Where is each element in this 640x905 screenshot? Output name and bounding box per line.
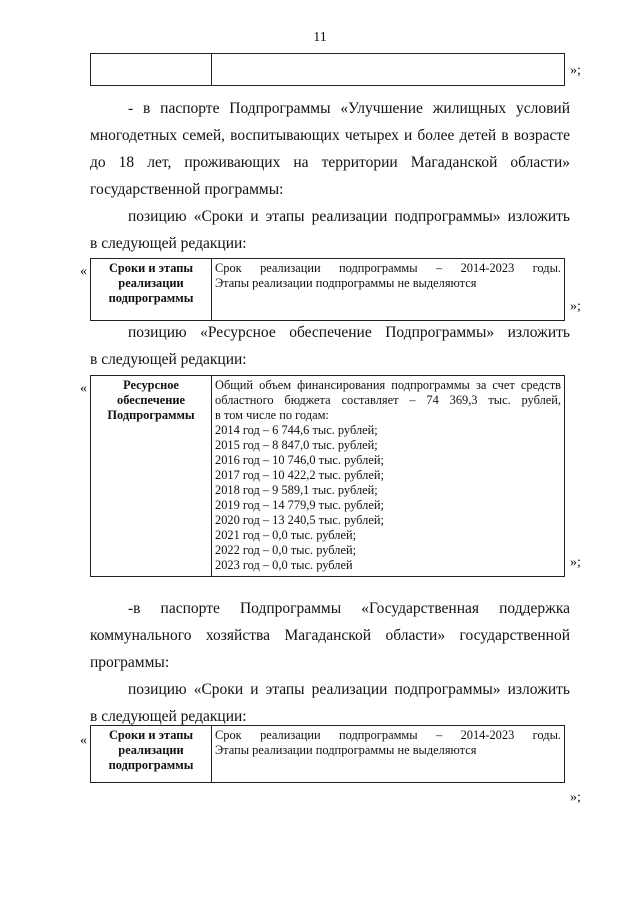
- table-terms-stages-2: [90, 725, 565, 783]
- section1-position-intro-1: позицию «Сроки и этапы реализации подпрограммы» изложить: [128, 208, 570, 225]
- section1-line-1: - в паспорте Подпрограммы «Улучшение жилищных условий: [128, 100, 570, 117]
- year-row: 2020 год – 13 240,5 тыс. рублей;: [215, 513, 384, 527]
- table2-open-quote: «: [80, 381, 87, 396]
- table2-value: Общий объем финансирования подпрограммы за счет средств областного бюджета составляет – 74 369,3 тыс. рублей, в том числе по годам: 2014 год – 6 744,6 тыс. рублей; 2015 год – 8 847,0 тыс. рублей; 2016 год – 10 746,0 тыс. рублей; 2017 год – 10 422,2 тыс. рублей; 2018 год – 9 589,1 тыс. рублей; 2019 год – 14 779,9 тыс. рублей; 2020 год – 13 240,5 тыс. рублей; 2021 год – 0,0 тыс. рублей; 2022 год – 0,0 тыс. рублей; 2023 год – 0,0 тыс. рублей: [212, 376, 565, 577]
- section1-line-4: государственной программы:: [90, 181, 284, 198]
- section1-line-3: до 18 лет, проживающих на территории Магаданской области»: [90, 154, 570, 171]
- continued-table: [90, 53, 565, 86]
- section1-line-2: многодетных семей, воспитывающих четырех и более детей в возрасте: [90, 127, 570, 144]
- table3-close: »;: [570, 790, 581, 805]
- section2-line-2: коммунального хозяйства Магаданской области» государственной: [90, 627, 570, 644]
- page-number: 11: [313, 30, 327, 45]
- section1-position-intro-2: в следующей редакции:: [90, 235, 247, 252]
- year-row: 2021 год – 0,0 тыс. рублей;: [215, 528, 357, 542]
- table1-value: Срок реализации подпрограммы – 2014-2023 годы. Этапы реализации подпрограммы не выделяются: [212, 259, 565, 321]
- section2-line-1: -в паспорте Подпрограммы «Государственная поддержка: [128, 600, 570, 617]
- table3-value: Срок реализации подпрограммы – 2014-2023 годы. Этапы реализации подпрограммы не выделяются: [212, 726, 565, 783]
- year-row: 2015 год – 8 847,0 тыс. рублей;: [215, 438, 378, 452]
- table1-label: Сроки и этапы реализации подпрограммы: [91, 259, 212, 321]
- section2-position-intro-2: в следующей редакции:: [90, 708, 247, 725]
- year-row: 2014 год – 6 744,6 тыс. рублей;: [215, 423, 378, 437]
- section2-line-3: программы:: [90, 654, 170, 671]
- section2-position-intro-1: позицию «Сроки и этапы реализации подпрограммы» изложить: [128, 681, 570, 698]
- section1-position2-intro-1: позицию «Ресурсное обеспечение Подпрограммы» изложить: [128, 324, 570, 341]
- section1-position2-intro-2: в следующей редакции:: [90, 351, 247, 368]
- year-row: 2017 год – 10 422,2 тыс. рублей;: [215, 468, 384, 482]
- year-row: 2022 год – 0,0 тыс. рублей;: [215, 543, 357, 557]
- table3-open-quote: «: [80, 733, 87, 748]
- table2-close: »;: [570, 555, 581, 570]
- continued-table-close: »;: [570, 63, 581, 78]
- table3-label: Сроки и этапы реализации подпрограммы: [91, 726, 212, 783]
- table1-close: »;: [570, 299, 581, 314]
- table-resource-support: [90, 375, 565, 577]
- year-row: 2018 год – 9 589,1 тыс. рублей;: [215, 483, 378, 497]
- year-row: 2023 год – 0,0 тыс. рублей: [215, 558, 353, 572]
- year-row: 2016 год – 10 746,0 тыс. рублей;: [215, 453, 384, 467]
- table1-open-quote: «: [80, 264, 87, 279]
- table-terms-stages-1: [90, 258, 565, 321]
- table2-label: Ресурсное обеспечение Подпрограммы: [91, 376, 212, 577]
- year-row: 2019 год – 14 779,9 тыс. рублей;: [215, 498, 384, 512]
